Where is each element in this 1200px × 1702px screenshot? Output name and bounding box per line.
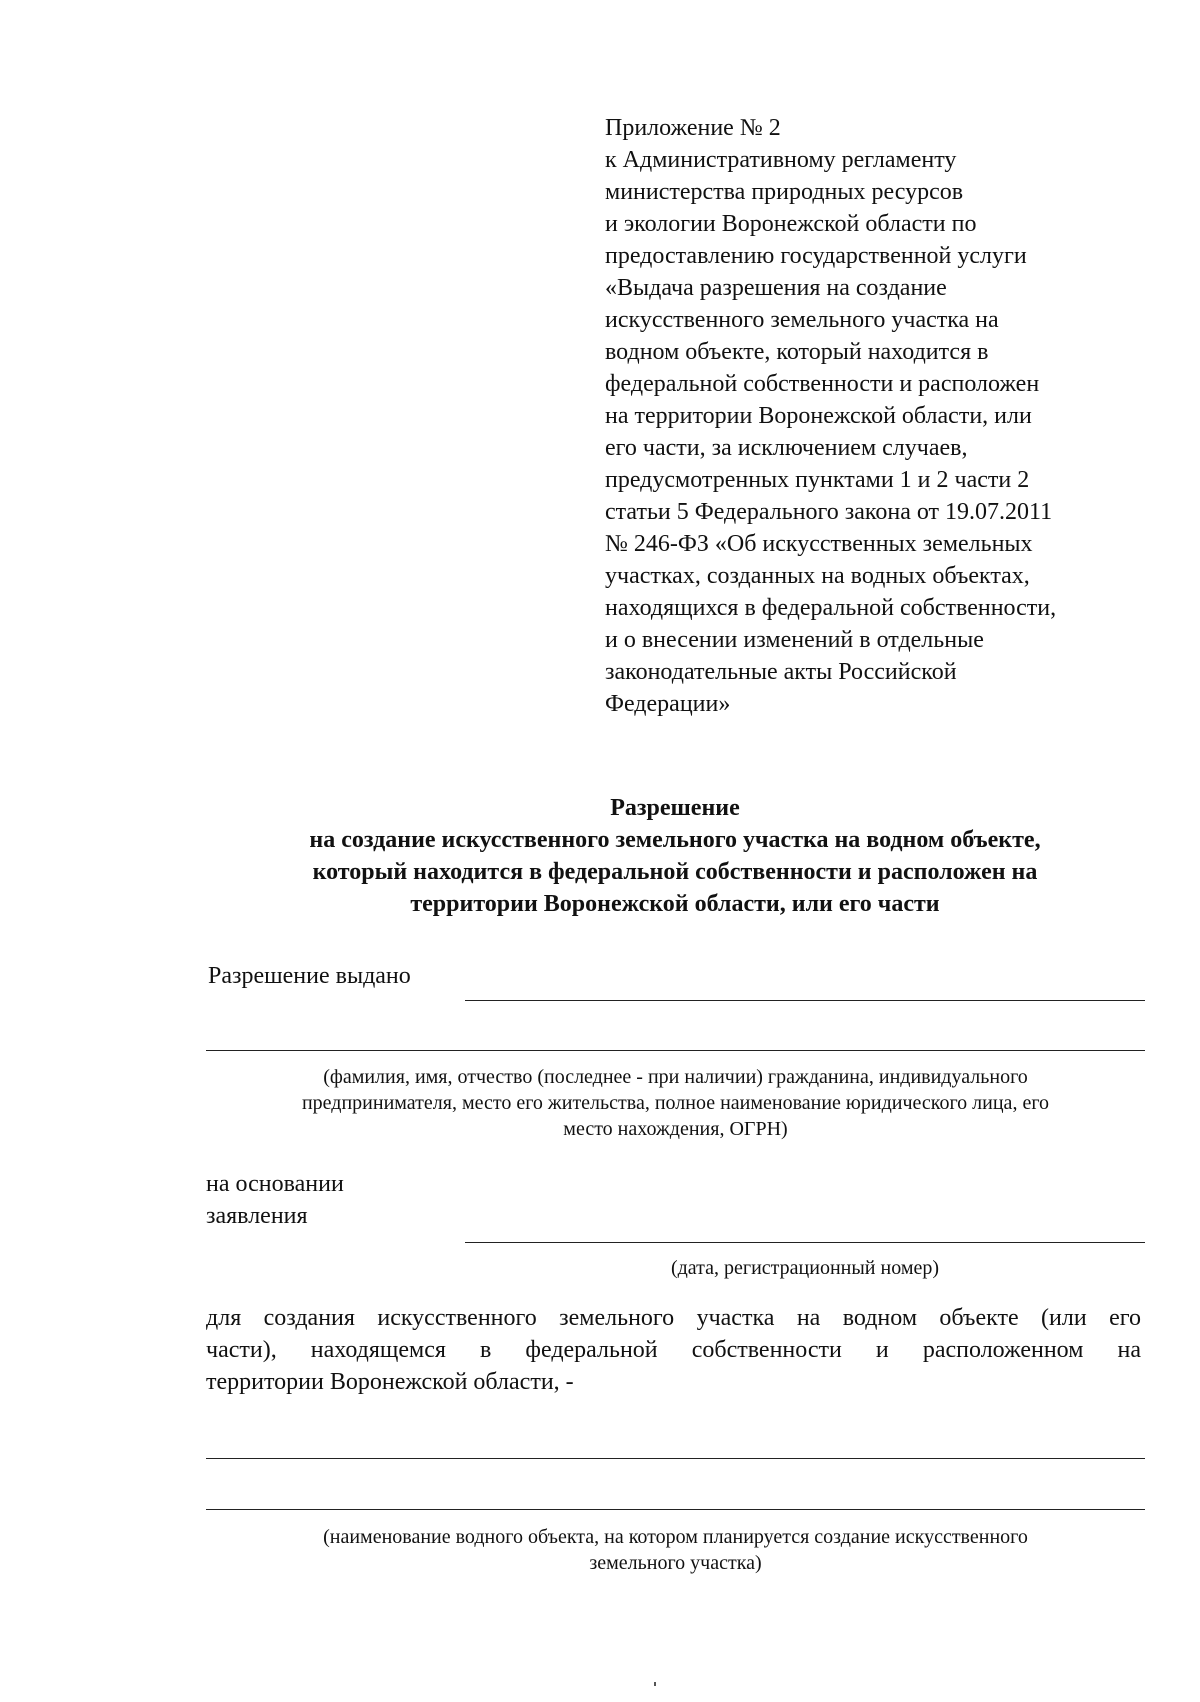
- annex-line: и экологии Воронежской области по: [605, 211, 977, 237]
- hint-line: земельного участка): [589, 1552, 762, 1574]
- paragraph-line: части), находящемся в федеральной собственности и расположенном на: [206, 1337, 1141, 1363]
- water-object-hint: [206, 1524, 1145, 1576]
- annex-line: предусмотренных пунктами 1 и 2 части 2: [605, 467, 1030, 493]
- application-field[interactable]: [465, 1242, 1145, 1243]
- water-object-field[interactable]: [206, 1458, 1145, 1459]
- annex-line: предоставлению государственной услуги: [605, 243, 1027, 269]
- annex-line: № 246-ФЗ «Об искусственных земельных: [605, 531, 1033, 557]
- basis-label-line2: заявления: [206, 1203, 308, 1229]
- application-hint: [465, 1255, 1145, 1281]
- scan-speck: [654, 1682, 656, 1686]
- basis-label-line1: на основании: [206, 1171, 344, 1197]
- issued-to-label: Разрешение выдано: [208, 963, 411, 989]
- annex-header: [605, 112, 1165, 720]
- annex-line: Приложение № 2: [605, 115, 781, 141]
- title-line: Разрешение: [610, 795, 740, 821]
- annex-line: министерства природных ресурсов: [605, 179, 964, 205]
- annex-line: на территории Воронежской области, или: [605, 403, 1032, 429]
- paragraph-line: территории Воронежской области, -: [206, 1369, 574, 1395]
- document-title: [200, 792, 1150, 920]
- annex-line: водном объекте, который находится в: [605, 339, 989, 365]
- annex-line: к Административному регламенту: [605, 147, 957, 173]
- title-line: который находится в федеральной собственности и расположен на: [312, 859, 1038, 885]
- annex-line: статьи 5 Федерального закона от 19.07.2011: [605, 499, 1053, 525]
- hint-line: (наименование водного объекта, на котором планируется создание искусственного: [323, 1526, 1028, 1548]
- water-object-field-continued[interactable]: [206, 1509, 1145, 1510]
- title-line: на создание искусственного земельного участка на водном объекте,: [309, 827, 1041, 853]
- annex-line: федеральной собственности и расположен: [605, 371, 1040, 397]
- issued-to-field-continued[interactable]: [206, 1050, 1145, 1051]
- hint-line: (фамилия, имя, отчество (последнее - при наличии) гражданина, индивидуального: [323, 1066, 1028, 1088]
- annex-line: участках, созданных на водных объектах,: [605, 563, 1030, 589]
- issued-to-field[interactable]: [465, 1000, 1145, 1001]
- paragraph-line: для создания искусственного земельного участка на водном объекте (или его: [206, 1305, 1141, 1331]
- issued-to-hint: [206, 1064, 1145, 1142]
- annex-line: Федерации»: [605, 691, 731, 717]
- title-line: территории Воронежской области, или его части: [410, 891, 940, 917]
- hint-line: место нахождения, ОГРН): [563, 1118, 788, 1140]
- annex-line: находящихся в федеральной собственности,: [605, 595, 1057, 621]
- annex-line: «Выдача разрешения на создание: [605, 275, 947, 301]
- purpose-paragraph: [206, 1302, 1141, 1398]
- annex-line: и о внесении изменений в отдельные: [605, 627, 984, 653]
- annex-line: законодательные акты Российской: [605, 659, 957, 685]
- hint-line: предпринимателя, место его жительства, полное наименование юридического лица, его: [301, 1092, 1050, 1114]
- annex-line: искусственного земельного участка на: [605, 307, 999, 333]
- hint-line: (дата, регистрационный номер): [670, 1257, 940, 1279]
- annex-line: его части, за исключением случаев,: [605, 435, 968, 461]
